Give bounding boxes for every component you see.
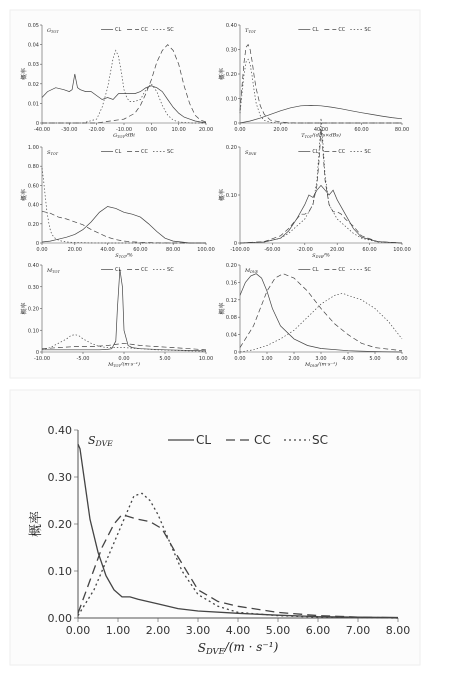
legend-label-sc: SC	[167, 27, 174, 33]
y-tick-label: 0.01	[27, 101, 39, 108]
y-tick-label: 0.20	[47, 518, 72, 531]
x-axis-label: MTOT/(m·s⁻¹)	[108, 361, 140, 368]
x-axis-label: TTOT/(dBs×dBs)	[301, 132, 341, 139]
legend-label-sc: SC	[167, 267, 174, 273]
chart-title: GTOT	[47, 28, 59, 34]
y-axis-label: 概率	[21, 67, 28, 81]
x-tick-label: 1.00	[105, 624, 131, 637]
y-tick-label: 0	[35, 350, 39, 356]
y-tick-label: 0.16	[225, 280, 237, 287]
y-tick-label: 0.20	[27, 306, 39, 313]
x-tick-label: 7.00	[345, 624, 371, 637]
legend-label-cc: CC	[141, 267, 149, 273]
x-tick-label: 100.00	[197, 247, 215, 253]
legend-label-cl: CL	[115, 149, 122, 155]
small-multiples-panel	[10, 10, 420, 378]
y-tick-label: 0.30	[47, 471, 72, 484]
y-tick-label: 0.60	[27, 183, 39, 190]
x-tick-label: 0.00	[234, 356, 246, 362]
legend-label-cl: CL	[115, 27, 122, 33]
x-tick-label: 1.00	[261, 356, 273, 362]
x-tick-label: 40.00	[100, 247, 115, 253]
y-tick-label: 0.10	[225, 193, 237, 199]
x-tick-label: 10.00	[198, 356, 214, 362]
x-tick-label: 0.00	[118, 356, 130, 362]
y-tick-label: 0.40	[47, 424, 72, 437]
x-tick-label: -20.00	[88, 127, 105, 133]
x-tick-label: 5.00	[369, 356, 381, 362]
x-tick-label: 80.00	[166, 247, 181, 253]
legend-label-cc: CC	[141, 149, 149, 155]
y-tick-label: 0.12	[225, 297, 237, 304]
y-axis-label: 概率	[219, 67, 226, 81]
y-tick-label: 0.80	[27, 164, 39, 171]
x-tick-label: 60.00	[133, 247, 148, 253]
x-tick-label: 4.00	[342, 356, 354, 362]
x-tick-label: 20.00	[330, 247, 345, 253]
x-tick-label: 3.00	[185, 624, 211, 637]
legend-label-cc: CC	[141, 27, 149, 33]
legend-label-cl: CL	[312, 27, 319, 33]
x-tick-label: 3.00	[315, 356, 327, 362]
legend-label-sc: SC	[364, 267, 371, 273]
y-tick-label: 0.08	[225, 315, 237, 322]
legend-label-cl: CL	[312, 149, 319, 155]
x-tick-label: 20.00	[198, 127, 214, 133]
x-tick-label: 2.00	[288, 356, 300, 362]
x-axis-label: MDVE/(m·s⁻¹)	[304, 361, 338, 368]
x-tick-label: 0.00	[145, 127, 157, 133]
y-tick-label: 0.20	[225, 145, 237, 151]
legend-label-sc: SC	[167, 149, 174, 155]
y-tick-label: 0.20	[225, 72, 237, 78]
x-tick-label: -100.00	[230, 247, 250, 253]
y-tick-label: 0.04	[27, 42, 39, 49]
x-tick-label: 0.00	[234, 127, 246, 133]
x-tick-label: 80.00	[394, 127, 410, 133]
x-tick-label: 0.00	[65, 624, 91, 637]
x-tick-label: 40.00	[313, 127, 329, 133]
x-tick-label: -10.00	[115, 127, 133, 133]
y-tick-label: 0	[233, 350, 237, 356]
y-tick-label: 0.20	[225, 263, 237, 269]
chart-title: STOT	[47, 150, 58, 156]
legend-label-sc: SC	[364, 149, 371, 155]
x-tick-label: 100.00	[393, 247, 411, 253]
x-tick-label: 60.00	[354, 127, 369, 133]
y-tick-label: 0.05	[27, 23, 39, 29]
y-axis-label: 概率	[21, 302, 28, 315]
x-tick-label: 20.00	[67, 247, 82, 253]
x-tick-label: -10.00	[33, 356, 51, 362]
y-axis-label: 概率	[219, 302, 226, 315]
y-tick-label: 0.02	[27, 81, 39, 88]
x-tick-label: 5.00	[159, 356, 171, 362]
y-axis-label: 概率	[21, 188, 28, 202]
y-tick-label: 0.10	[225, 96, 237, 103]
x-tick-label: -40.00	[33, 127, 51, 133]
x-tick-label: 8.00	[385, 624, 411, 637]
y-tick-label: 0	[233, 121, 237, 127]
y-tick-label: 0.10	[27, 328, 39, 335]
x-tick-label: 20.00	[273, 127, 288, 133]
y-tick-label: 0	[35, 241, 39, 247]
legend-label-cl: CL	[115, 267, 122, 273]
y-tick-label: 0.03	[27, 62, 39, 69]
x-tick-label: 10.00	[171, 127, 186, 133]
y-tick-label: 0.40	[27, 263, 39, 269]
x-tick-label: -5.00	[76, 356, 90, 362]
legend-label-sc: SC	[364, 27, 371, 33]
legend-label-cc: CC	[338, 27, 346, 33]
chart-title: SDVE	[245, 150, 257, 156]
y-tick-label: 0.30	[225, 47, 237, 54]
y-tick-label: 0.04	[225, 332, 237, 339]
y-tick-label: 0.40	[225, 23, 237, 29]
chart-title: MTOT	[47, 268, 60, 274]
legend-label-cc: CC	[338, 149, 346, 155]
chart-title: SDVE	[88, 434, 113, 448]
y-tick-label: 0.00	[47, 612, 72, 625]
x-tick-label: 5.00	[265, 624, 291, 637]
y-axis-label: 概率	[219, 188, 226, 202]
chart-title: TTOT	[245, 28, 256, 34]
x-axis-label: SDVE/%	[312, 252, 330, 259]
y-tick-label: 0.30	[27, 284, 39, 291]
legend-label-cl: CL	[196, 433, 212, 447]
x-tick-label: -20.00	[296, 247, 313, 253]
y-tick-label: 1.00	[27, 145, 39, 151]
x-tick-label: 0.00	[36, 247, 48, 253]
x-axis-label: STOT/%	[115, 252, 133, 259]
x-axis-label: SDVE/(m · s⁻¹)	[197, 640, 279, 657]
legend-label-cl: CL	[312, 267, 319, 273]
x-tick-label: 2.00	[145, 624, 171, 637]
x-tick-label: -30.00	[61, 127, 78, 133]
y-tick-label: 0.20	[27, 221, 39, 228]
legend-label-cc: CC	[254, 433, 271, 447]
x-tick-label: 6.00	[305, 624, 331, 637]
y-tick-label: 0.40	[27, 202, 39, 209]
x-tick-label: 4.00	[225, 624, 251, 637]
y-axis-label: 概率	[29, 510, 44, 538]
y-tick-label: 0.10	[47, 565, 72, 578]
legend-label-cc: CC	[338, 267, 346, 273]
y-tick-label: 0	[233, 241, 237, 247]
x-axis-label: GTOT/dBi	[113, 132, 135, 139]
y-tick-label: 0	[35, 121, 39, 127]
x-tick-label: 60.00	[362, 247, 377, 253]
chart-title: MDVE	[245, 268, 258, 274]
x-tick-label: 6.00	[396, 356, 408, 362]
x-tick-label: -60.00	[264, 247, 281, 253]
legend-label-sc: SC	[312, 433, 328, 447]
